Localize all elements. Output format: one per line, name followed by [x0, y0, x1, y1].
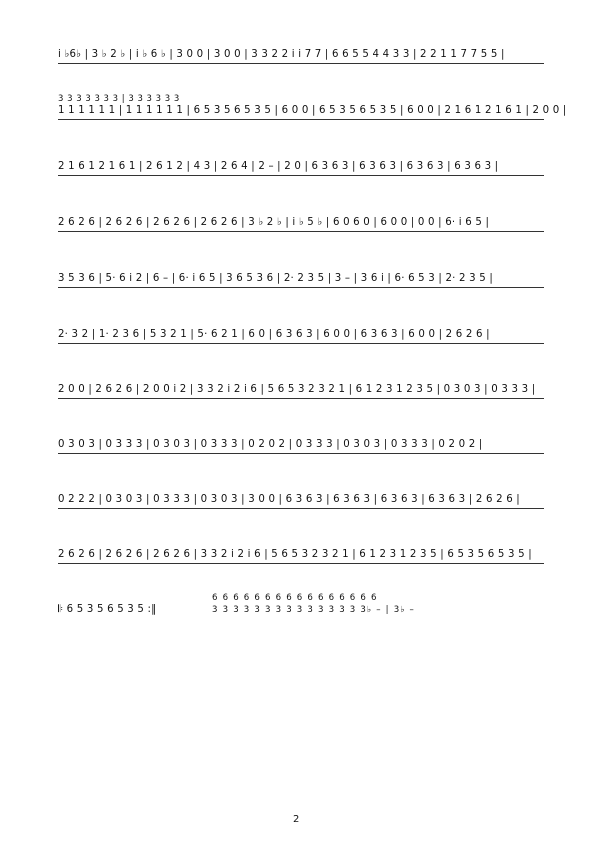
score-line-11: 𝄆 6 5 3 5 6 5 3 5 :‖ [58, 604, 157, 615]
score-line-3: 2 1 6 1 2 1 6 1 | 2 6 1 2 | 4 3 | 2 6 4 | 2 – | 2 0 | 6 3 6 3 | 6 3 6 3 | 6 3 6 3 | 6 3 6 3 | [58, 160, 544, 176]
chord-bottom-row: 3 3 3 3 3 3 3 3 3 3 3 3 3 3 3♭ – | 3♭ – [212, 605, 416, 615]
score-line-7: 2 0 0 | 2 6 2 6 | 2 0 0 i 2 | 3 3 2 i 2 i 6 | 5 6 5 3 2 3 2 1 | 6 1 2 3 1 2 3 5 | 0 3 0 3 | 0 3 3 3 | [58, 383, 544, 399]
chord-top-row: 6 6 6 6 6 6 6 6 6 6 6 6 6 6 6 6 [212, 593, 378, 603]
score-line-8: 0 3 0 3 | 0 3 3 3 | 0 3 0 3 | 0 3 3 3 | 0 2 0 2 | 0 3 3 3 | 0 3 0 3 | 0 3 3 3 | 0 2 0 2 | [58, 438, 544, 454]
score-line-1: i ♭6♭ | 3 ♭ 2 ♭ | i ♭ 6 ♭ | 3 0 0 | 3 0 0 | 3 3 2 2 i i 7 7 | 6 6 5 5 4 4 3 3 | 2 2 1 1 7 7 5 5 | [58, 48, 544, 64]
score-line-2-upper: 3 3 3 3 3 3 3 | 3 3 3 3 3 3 [58, 94, 180, 104]
score-line-10: 2 6 2 6 | 2 6 2 6 | 2 6 2 6 | 3 3 2 i 2 i 6 | 5 6 5 3 2 3 2 1 | 6 1 2 3 1 2 3 5 | 6 5 3 5 6 5 3 5 | [58, 548, 544, 564]
score-line-4: 2 6 2 6 | 2 6 2 6 | 2 6 2 6 | 2 6 2 6 | 3 ♭ 2 ♭ | i ♭ 5 ♭ | 6 0 6 0 | 6 0 0 | 0 0 | 6· i 6 5 | [58, 216, 544, 232]
score-line-9: 0 2 2 2 | 0 3 0 3 | 0 3 3 3 | 0 3 0 3 | 3 0 0 | 6 3 6 3 | 6 3 6 3 | 6 3 6 3 | 6 3 6 3 | 2 6 2 6 | [58, 493, 544, 509]
score-line-6: 2· 3 2 | 1· 2 3 6 | 5 3 2 1 | 5· 6 2 1 | 6 0 | 6 3 6 3 | 6 0 0 | 6 3 6 3 | 6 0 0 | 2 6 2 6 | [58, 328, 544, 344]
score-line-5: 3 5 3 6 | 5· 6 i 2 | 6 – | 6· i 6 5 | 3 6 5 3 6 | 2· 2 3 5 | 3 – | 3 6 i | 6· 6 5 3 | 2· 2 3 5 | [58, 272, 544, 288]
score-line-2: 1 1 1 1 1 1 | 1 1 1 1 1 1 | 6 5 3 5 6 5 3 5 | 6 0 0 | 6 5 3 5 6 5 3 5 | 6 0 0 | 2 1 6 1 2 1 6 1 | 2 0 0 | [58, 104, 544, 120]
page-number: 2 [293, 814, 300, 825]
